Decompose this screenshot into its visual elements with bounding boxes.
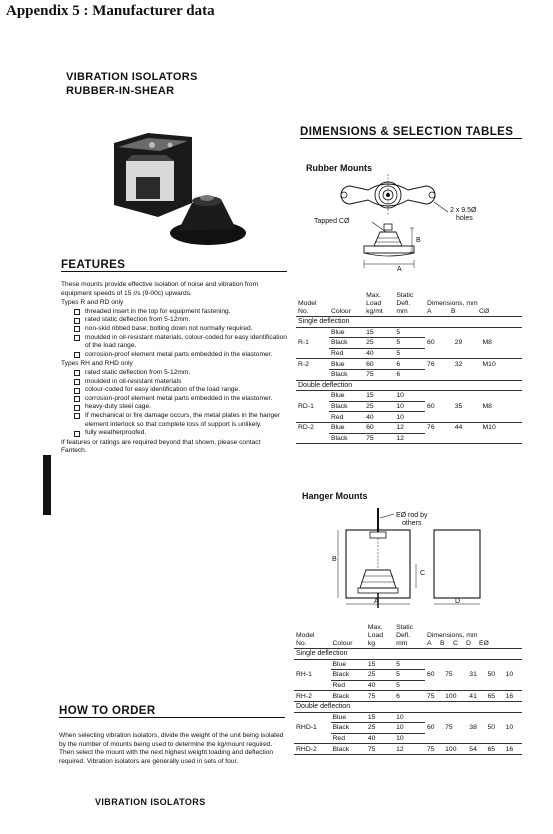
list-item: moulded in oil-resistant materials, colour-coded for easy identification of the load range. [61,334,287,351]
holes-label [450,207,476,223]
table-row: RHD-1 Black 25 10 60 75 38 50 10 [296,724,514,732]
product-title-line1: VIBRATION ISOLATORS [66,71,198,83]
list-item: threaded insert in the top for equipment fastening. [61,308,287,317]
table-row: Blue 15 10 [296,391,522,402]
table-row: R-1 Black 25 5 60 29 M8 [298,339,492,347]
col-deflection: Static Defl. mm [394,292,425,317]
list-item: heavy-duty steel cage. [61,403,287,412]
list-item: rated static deflection from 5-12mm. [61,316,287,325]
table-row: R-2 Blue 60 6 76 32 M10 [298,360,496,368]
hanger-mounts-table [294,624,522,755]
col-model: Model No. [296,292,329,317]
table-row: Red 40 5 [294,680,522,691]
list-item: non-skid ribbed base; bolting down not normally required. [61,325,287,334]
features-heading: FEATURES [61,259,287,272]
table-row: Red 40 5 [296,348,522,359]
table-row: RH-2 Black 75 6 75 100 41 65 16 [294,691,522,702]
rh-types-heading: Types RH and RHD only [61,360,133,368]
dim-a-label: A [397,266,402,273]
rubber-mount-diagram [330,172,490,284]
double-deflection-label: Double deflection [296,380,522,391]
table-row: Blue 15 5 [296,327,522,338]
col-model: Model No. [294,624,331,649]
tapped-label: Tapped CØ [314,218,350,225]
rod-label-line1: EØ rod by [396,512,428,519]
single-deflection-label: Single deflection [296,317,522,328]
section-tab-marker [43,455,51,515]
hanger-dim-c-label: C [420,570,426,577]
hanger-dim-b-label: B [332,556,337,563]
list-item: corrosion-proof element metal parts embedded in the elastomer. [61,351,287,360]
order-text: When selecting vibration isolators, divide the weight of the unit being isolated by the number of mounts being used to determine the kg/mount required. Then select the mount with the next highest weight loading and deflection required. Vibration isolators are generally used in sets of four. [59,732,284,766]
holes-label-line2: holes [456,215,473,222]
list-item: rated static deflection from 5-12mm. [61,369,287,378]
list-item: If mechanical or fire damage occurs, the metal plates in the hanger element interlock so that complete loss of support is unlikely. [61,412,287,429]
table-row: Blue 15 5 [294,659,522,670]
features-intro: These mounts provide effective isolation of noise and vibration from equipment speeds of 15 r/s (9-00c) upwards. [61,281,259,297]
dimensions-heading: DIMENSIONS & SELECTION TABLES [300,126,522,139]
rod-label-line2: others [402,520,422,527]
single-deflection-label: Single deflection [294,649,522,660]
list-item: colour-coded for easy identification of the load range. [61,386,287,395]
col-dimensions: Dimensions, mm A B CØ [425,292,522,317]
rubber-mounts-table [296,292,522,444]
holes-label-line1: 2 x 9.5Ø [450,207,477,214]
table-row: Red 40 10 [294,733,522,744]
product-title [66,70,198,98]
rubber-mounts-title: Rubber Mounts [306,163,372,173]
col-dimensions: Dimensions, mm A B C D EØ [425,624,522,649]
hanger-dim-d-label: D [455,598,461,605]
table-row: Black 75 12 [296,433,522,444]
features-closing: If features or ratings are required beyond that shown, please contact Fantech. [61,438,261,455]
appendix-title: Appendix 5 : Manufacturer data [6,3,215,19]
col-load: Max. Load kg [366,624,394,649]
col-colour: Colour [329,292,364,317]
table-row: Black 75 6 [296,369,522,380]
dim-b-label: B [416,237,421,244]
hanger-dim-a-label: A [374,598,379,605]
rod-label [396,512,428,528]
table-row: Red 40 10 [296,412,522,423]
list-item: corrosion-proof element metal parts embedded in the elastomer. [61,395,287,404]
footer-title: VIBRATION ISOLATORS [95,797,206,807]
double-deflection-label: Double deflection [294,701,522,712]
col-deflection: Static Defl. mm [394,624,425,649]
features-body [61,281,287,456]
rh-feature-list [61,369,287,438]
list-item: moulded in oil-resistant materials [61,378,287,387]
hanger-mounts-title: Hanger Mounts [302,491,368,501]
col-colour: Colour [331,624,366,649]
r-feature-list [61,308,287,360]
product-title-line2: RUBBER-IN-SHEAR [66,85,175,97]
table-row: RD-1 Black 25 10 60 35 M8 [298,403,492,411]
table-row: Blue 15 10 [294,712,522,723]
order-heading: HOW TO ORDER [59,705,285,718]
table-row: RHD-2 Black 75 12 75 100 54 65 16 [294,744,522,755]
table-row: RH-1 Black 25 5 60 75 31 50 10 [296,671,514,679]
list-item: fully weatherproofed. [61,429,287,438]
col-load: Max. Load kg/mt [364,292,394,317]
product-photo [100,125,250,250]
r-types-heading: Types R and RD only [61,299,124,307]
table-row: RD-2 Blue 60 12 76 44 M10 [298,424,496,432]
